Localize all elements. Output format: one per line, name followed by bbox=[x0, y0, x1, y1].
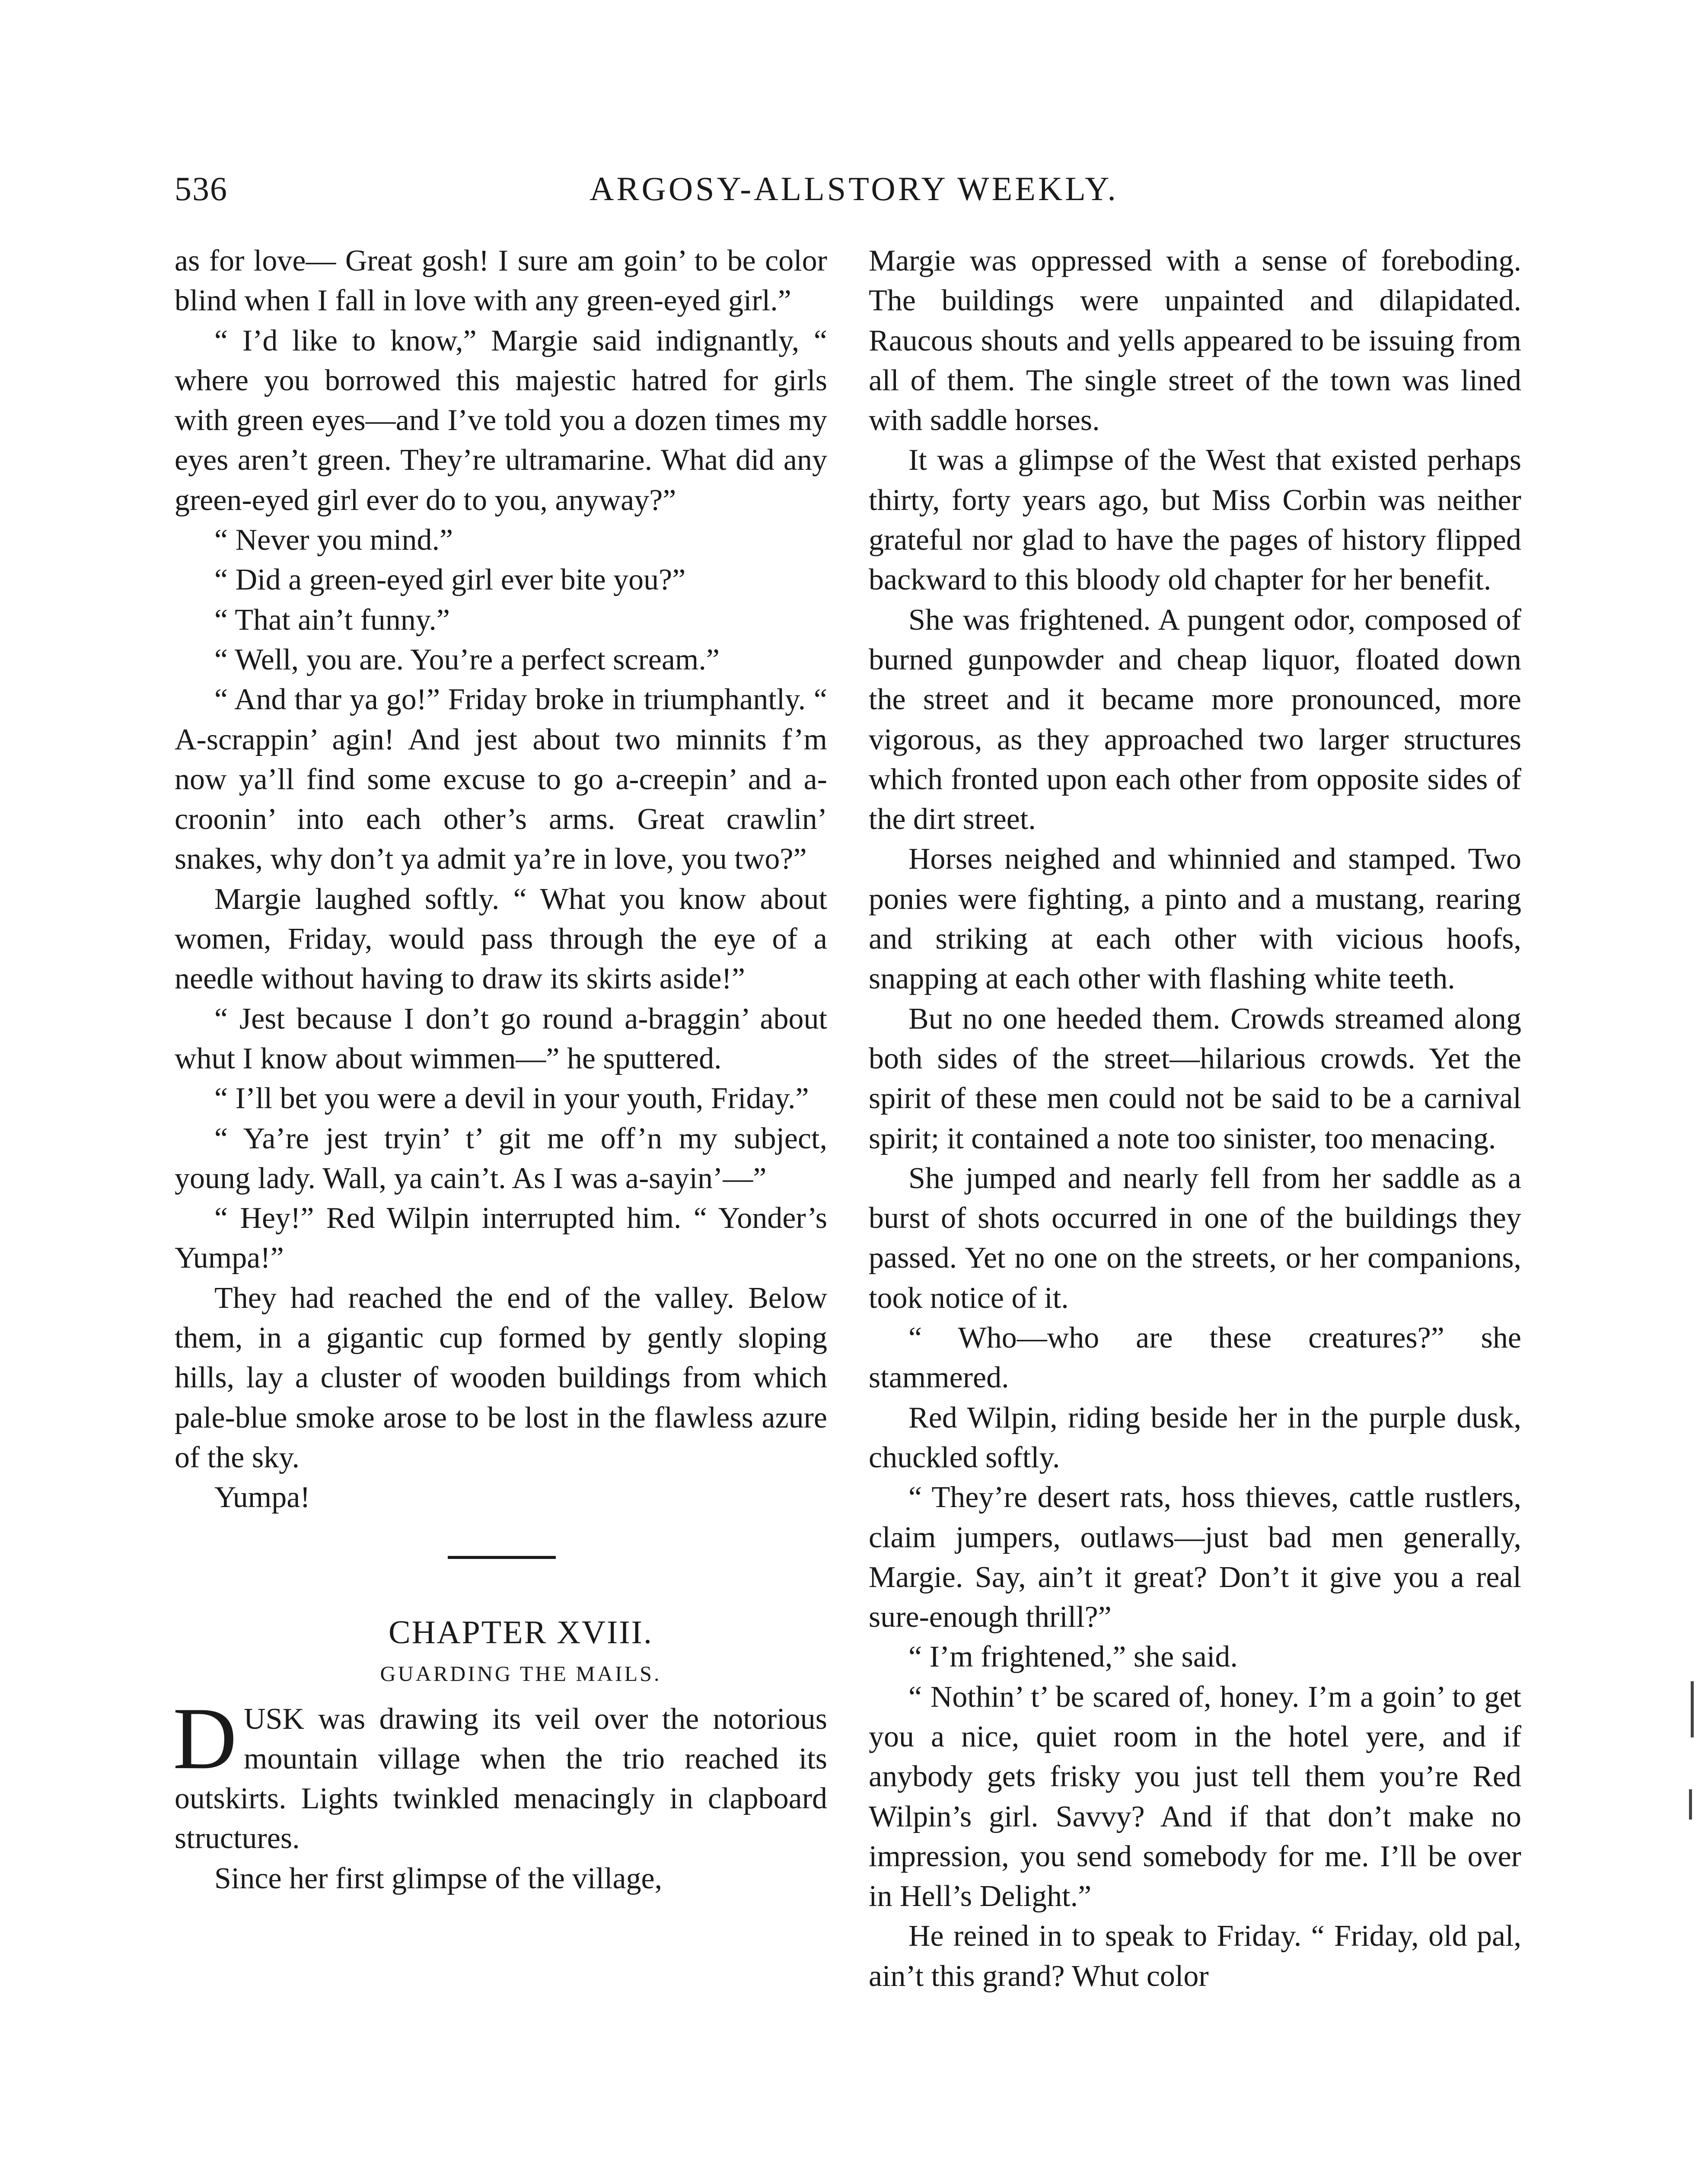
paragraph: “ Hey!” Red Wilpin interrupted him. “ Yonder’s Yumpa!” bbox=[175, 1202, 827, 1275]
paragraph: Since her first glimpse of the village, bbox=[214, 1861, 663, 1895]
paragraph: But no one heeded them. Crowds streamed along both sides of the street—hilarious crowds. Yet the spirit of these men could not be said to be a carnival spirit; it contained a note too sinister, too menacing. bbox=[869, 1002, 1521, 1155]
page-number: 536 bbox=[175, 170, 228, 207]
paragraph: He reined in to speak to Friday. “ Friday, old pal, ain’t this grand? Whut color bbox=[869, 1919, 1521, 1993]
paragraph: “ And thar ya go!” Friday broke in triumphantly. “ A-scrappin’ agin! And jest about two minnits f’m now ya’ll find some excuse to go a-creepin’ and a-croonin’ into each other’s arms. Great crawlin’ snakes, why don’t ya admit ya’re in love, you two?” bbox=[175, 683, 827, 876]
paragraph: Margie was oppressed with a sense of foreboding. The buildings were unpainted and dilapidated. Raucous shouts and yells appeared to be issuing from all of them. The single street of the town was lined with saddle horses. bbox=[869, 244, 1521, 437]
paragraph: “ That ain’t funny.” bbox=[214, 603, 450, 637]
paragraph: as for love— Great gosh! I sure am goin’ to be color blind when I fall in love with any green-eyed girl.” bbox=[175, 244, 827, 318]
opening-paragraph bbox=[173, 1689, 827, 1859]
paragraph: “ I’ll bet you were a devil in your youth, Friday.” bbox=[214, 1082, 809, 1116]
paragraph: It was a glimpse of the West that existed perhaps thirty, forty years ago, but Miss Corbin was neither grateful nor glad to have the pages of history flipped backward to this bloody old chapter for her benefit. bbox=[869, 443, 1521, 597]
paragraph: “ Well, you are. You’re a perfect scream.” bbox=[214, 643, 720, 676]
section-divider bbox=[448, 1556, 556, 1559]
page-header bbox=[175, 169, 1533, 226]
paragraph: Yumpa! bbox=[214, 1481, 310, 1514]
paragraph: “ Nothin’ t’ be scared of, honey. I’m a goin’ to get you a nice, quiet room in the hotel yere, and if anybody gets frisky you just tell them you’re Red Wilpin’s girl. Savvy? And if that don’t make no impression, you send somebody for me. I’ll be over in Hell’s Delight.” bbox=[869, 1680, 1521, 1913]
paragraph: Red Wilpin, riding beside her in the purple dusk, chuckled softly. bbox=[869, 1401, 1521, 1474]
scan-margin-mark bbox=[1689, 1789, 1692, 1820]
right-column bbox=[869, 241, 1521, 1996]
paragraph: They had reached the end of the valley. Below them, in a gigantic cup formed by gently sloping hills, lay a cluster of wooden buildings from which pale-blue smoke arose to be lost in the flawless azure of the sky. bbox=[175, 1281, 827, 1474]
paragraph: “ Jest because I don’t go round a-braggin’ about whut I know about wimmen—” he sputtered. bbox=[175, 1002, 827, 1075]
paragraph: Margie laughed softly. “ What you know about women, Friday, would pass through the eye of a needle without having to draw its skirts aside!” bbox=[175, 882, 827, 996]
section-divider-wrap bbox=[175, 1518, 827, 1609]
scan-margin-mark bbox=[1691, 1681, 1694, 1737]
paragraph: “ Who—who are these creatures?” she stammered. bbox=[869, 1321, 1521, 1395]
chapter-title: CHAPTER XVIII. bbox=[389, 1614, 653, 1651]
paragraph: Horses neighed and whinnied and stamped. Two ponies were fighting, a pinto and a mustang, rearing and striking at each other with vicious hoofs, snapping at each other with flashing white teeth. bbox=[869, 842, 1521, 996]
drop-cap: D bbox=[173, 1689, 237, 1788]
paragraph: “ Never you mind.” bbox=[214, 523, 453, 557]
running-head: ARGOSY-ALLSTORY WEEKLY. bbox=[590, 170, 1118, 207]
paragraph: “ Ya’re jest tryin’ t’ git me off’n my subject, young lady. Wall, ya cain’t. As I was a-sayin’—” bbox=[175, 1122, 827, 1195]
paragraph: “ They’re desert rats, hoss thieves, cattle rustlers, claim jumpers, outlaws—just bad men generally, Margie. Say, ain’t it great? Don’t it give you a real sure-enough thrill?” bbox=[869, 1481, 1521, 1634]
paragraph: She was frightened. A pungent odor, composed of burned gunpowder and cheap liquor, floated down the street and it became more pronounced, more vigorous, as they approached two larger structures which fronted upon each other from opposite sides of the dirt street. bbox=[869, 603, 1521, 836]
opening-paragraph-text: USK was drawing its veil over the notorious mountain village when the trio reached its outskirts. Lights twinkled menacingly in clapboard structures. bbox=[175, 1702, 827, 1855]
paragraph: “ I’m frightened,” she said. bbox=[908, 1640, 1238, 1674]
paragraph: “ I’d like to know,” Margie said indignantly, “ where you borrowed this majestic hatred for girls with green eyes—and I’ve told you a dozen times my eyes aren’t green. They’re ultramarine. What did any green-eyed girl ever do to you, anyway?” bbox=[175, 324, 827, 517]
left-column bbox=[175, 241, 827, 1899]
paragraph: “ Did a green-eyed girl ever bite you?” bbox=[214, 563, 686, 597]
chapter-subtitle: GUARDING THE MAILS. bbox=[380, 1661, 662, 1686]
paragraph: She jumped and nearly fell from her saddle as a burst of shots occurred in one of the buildings they passed. Yet no one on the streets, or her companions, took notice of it. bbox=[869, 1161, 1521, 1315]
